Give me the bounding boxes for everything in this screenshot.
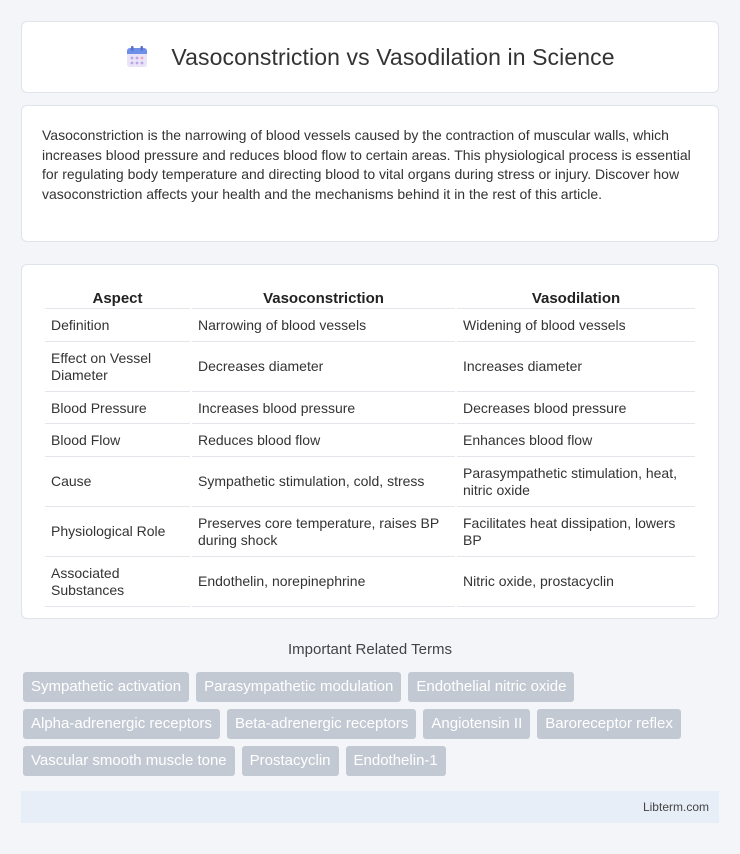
related-term-tag[interactable]: Sympathetic activation — [23, 672, 189, 702]
comparison-table — [43, 285, 697, 609]
table-row — [45, 459, 695, 507]
table-cell: Blood Pressure — [45, 394, 190, 425]
table-cell: Parasympathetic stimulation, heat, nitric oxide — [457, 459, 695, 507]
column-header-aspect: Aspect — [45, 287, 190, 309]
footer — [21, 791, 719, 823]
table-cell: Associated Substances — [45, 559, 190, 607]
intro-paragraph: Vasoconstriction is the narrowing of blood vessels caused by the contraction of muscular walls, which increases blood pressure and reduces blood flow to certain areas. This physiological process is essential for regulating body temperature and directing blood to vital organs during stress or injury. Discover how vasoconstriction affects your health and the mechanisms behind it in the rest of this article. — [42, 127, 691, 202]
related-terms-list — [23, 672, 723, 776]
related-term-tag[interactable]: Alpha-adrenergic receptors — [23, 709, 220, 739]
table-cell: Decreases blood pressure — [457, 394, 695, 425]
table-cell: Cause — [45, 459, 190, 507]
table-row — [45, 394, 695, 425]
column-header-vasoconstriction: Vasoconstriction — [192, 287, 455, 309]
table-header-row — [45, 287, 695, 309]
comparison-card — [21, 264, 719, 619]
table-cell: Blood Flow — [45, 426, 190, 457]
related-term-tag[interactable]: Angiotensin II — [423, 709, 530, 739]
table-row — [45, 509, 695, 557]
table-cell: Effect on Vessel Diameter — [45, 344, 190, 392]
table-cell: Widening of blood vessels — [457, 311, 695, 342]
related-term-tag[interactable]: Endothelial nitric oxide — [408, 672, 574, 702]
related-terms-heading: Important Related Terms — [288, 641, 452, 658]
table-cell: Enhances blood flow — [457, 426, 695, 457]
title-card — [21, 21, 719, 93]
related-term-tag[interactable]: Parasympathetic modulation — [196, 672, 401, 702]
intro-card — [21, 105, 719, 242]
related-term-tag[interactable]: Beta-adrenergic receptors — [227, 709, 416, 739]
table-row — [45, 344, 695, 392]
table-cell: Sympathetic stimulation, cold, stress — [192, 459, 455, 507]
column-header-vasodilation: Vasodilation — [457, 287, 695, 309]
table-cell: Definition — [45, 311, 190, 342]
table-cell: Narrowing of blood vessels — [192, 311, 455, 342]
calendar-icon — [125, 45, 149, 69]
table-cell: Facilitates heat dissipation, lowers BP — [457, 509, 695, 557]
table-row — [45, 311, 695, 342]
related-term-tag[interactable]: Prostacyclin — [242, 746, 339, 776]
table-cell: Endothelin, norepinephrine — [192, 559, 455, 607]
related-term-tag[interactable]: Baroreceptor reflex — [537, 709, 681, 739]
related-term-tag[interactable]: Endothelin-1 — [346, 746, 446, 776]
table-cell: Nitric oxide, prostacyclin — [457, 559, 695, 607]
table-cell: Reduces blood flow — [192, 426, 455, 457]
table-cell: Decreases diameter — [192, 344, 455, 392]
table-row — [45, 426, 695, 457]
page-title: Vasoconstriction vs Vasodilation in Science — [171, 43, 615, 70]
table-row — [45, 559, 695, 607]
table-cell: Physiological Role — [45, 509, 190, 557]
table-cell: Preserves core temperature, raises BP during shock — [192, 509, 455, 557]
table-cell: Increases blood pressure — [192, 394, 455, 425]
related-term-tag[interactable]: Vascular smooth muscle tone — [23, 746, 235, 776]
footer-site-link[interactable]: Libterm.com — [642, 800, 709, 814]
table-cell: Increases diameter — [457, 344, 695, 392]
